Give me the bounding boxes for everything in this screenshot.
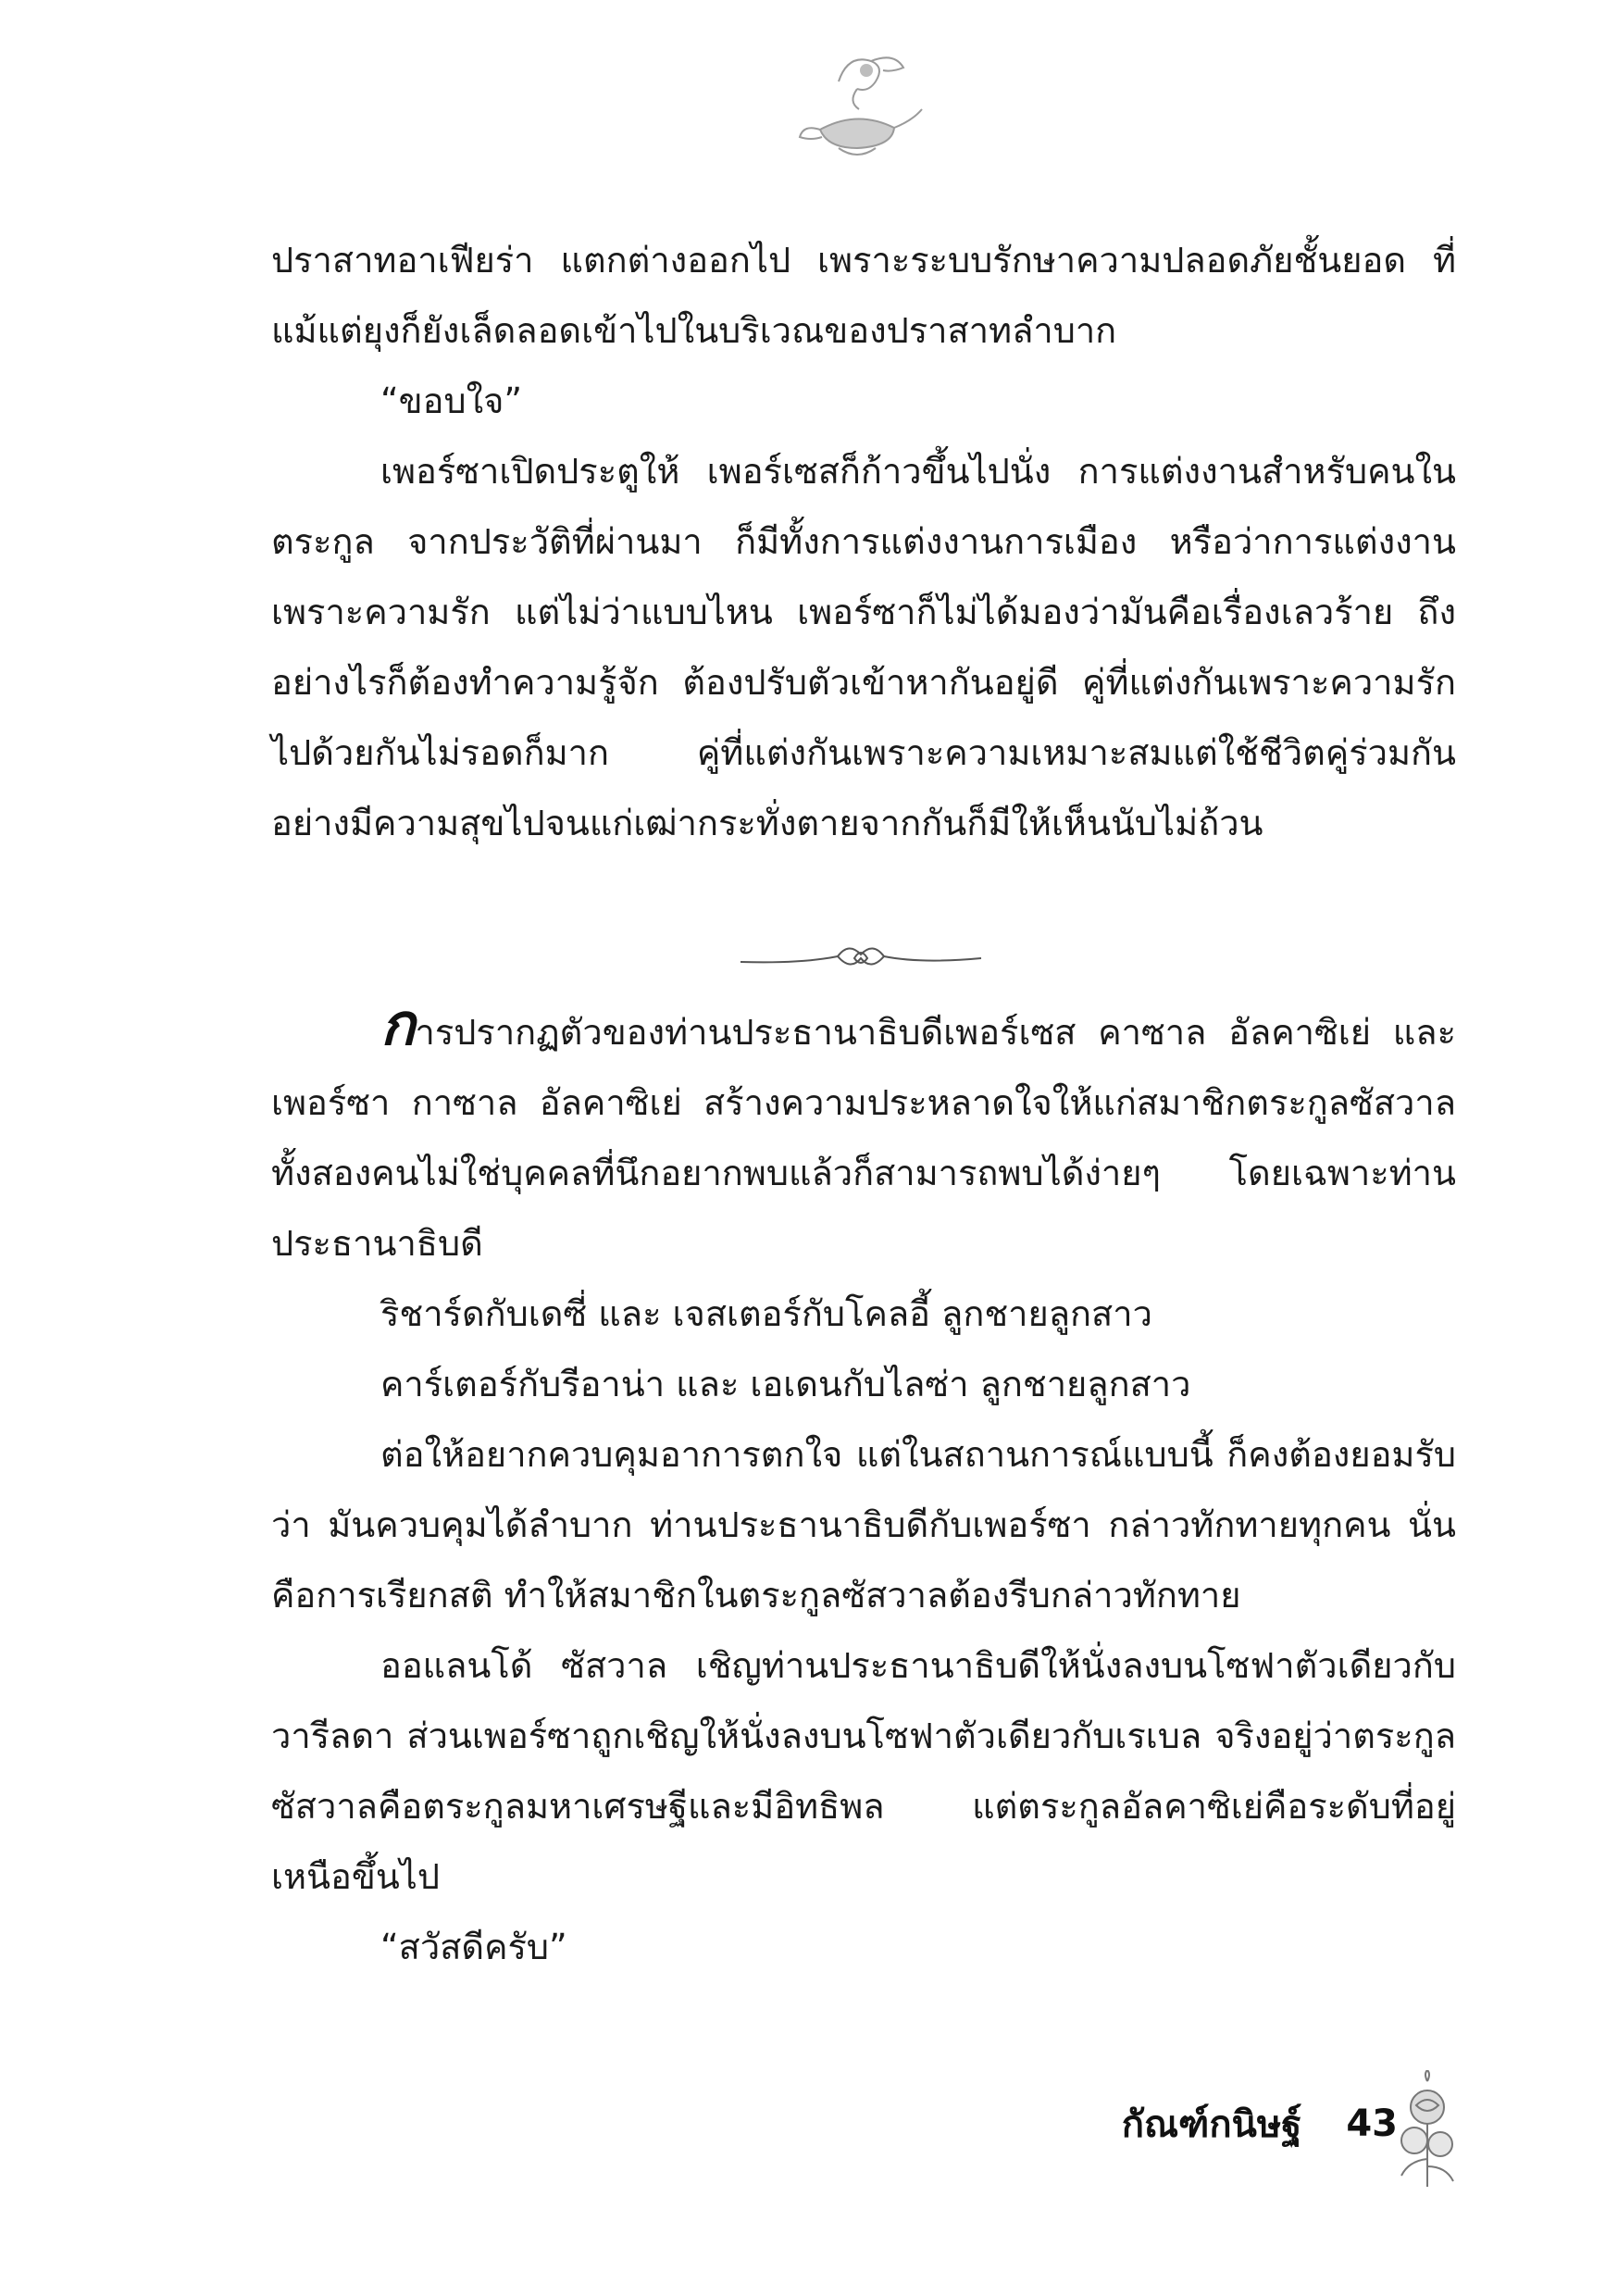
page-footer	[1122, 2094, 1398, 2153]
paragraph: “สวัสดีครับ”	[380, 1927, 567, 1967]
paragraph: ปราสาทอาเฟียร่า แตกต่างออกไป เพราะระบบรักษาความปลอดภัยชั้นยอด ที่แม้แต่ยุงก็ยังเล็ดลอดเข้าไปในบริเวณของปราสาทลำบาก	[271, 240, 1456, 351]
paragraph: ออแลนโด้ ซัสวาล เชิญท่านประธานาธิบดีให้นั่งลงบนโซฟาตัวเดียวกับวารีลดา ส่วนเพอร์ซาถูกเชิญให้นั่งลงบนโซฟาตัวเดียวกับเรเบล จริงอยู่ว่าตระกูลซัสวาลคือตระกูลมหาเศรษฐีและมีอิทธิพล แต่ตระกูลอัลคาซิเย่คือระดับที่อยู่เหนือขึ้นไป	[271, 1645, 1456, 1897]
opening-paragraph	[271, 991, 1456, 1279]
paragraph: “ขอบใจ”	[380, 381, 523, 421]
paragraph: เพอร์ซาเปิดประตูให้ เพอร์เซสก็ก้าวขึ้นไปนั่ง การแต่งงานสำหรับคนในตระกูล จากประวัติที่ผ่านมา ก็มีทั้งการแต่งงานการเมือง หรือว่าการแต่งงานเพราะความรัก แต่ไม่ว่าแบบไหน เพอร์ซาก็ไม่ได้มองว่ามันคือเรื่องเลวร้าย ถึงอย่างไรก็ต้องทำความรู้จัก ต้องปรับตัวเข้าหากันอยู่ดี คู่ที่แต่งกันเพราะความรัก ไปด้วยกันไม่รอดก็มาก คู่ที่แต่งกันเพราะความเหมาะสมแต่ใช้ชีวิตคู่ร่วมกันอย่างมีความสุขไปจนแก่เฒ่ากระทั่งตายจากกันก็มีให้เห็นนับไม่ถ้วน	[271, 451, 1456, 843]
drop-cap: ก	[380, 991, 416, 1058]
author-name: กัณฑ์กนิษฐ์	[1121, 2103, 1302, 2146]
fairy-lamp-ornament-icon	[783, 44, 931, 169]
paragraph: คาร์เตอร์กับรีอาน่า และ เอเดนกับไลซ่า ลูกชายลูกสาว	[380, 1364, 1191, 1404]
opening-paragraph-text: ารปรากฏตัวของท่านประธานาธิบดีเพอร์เซส คาซาล อัลคาซิเย่ และ เพอร์ซา กาซาล อัลคาซิเย่ สร้างความประหลาดใจให้แก่สมาชิกตระกูลซัสวาล ทั้งสองคนไม่ใช่บุคคลที่นึกอยากพบแล้วก็สามารถพบได้ง่ายๆ โดยเฉพาะท่านประธานาธิบดี	[271, 1012, 1456, 1264]
section-divider-flourish-icon	[736, 930, 986, 986]
paragraph: ริชาร์ดกับเดซี่ และ เจสเตอร์กับโคลอี้ ลูกชายลูกสาว	[380, 1293, 1152, 1334]
rose-ornament-icon	[1388, 2070, 1466, 2190]
page-number: 43	[1346, 2103, 1398, 2145]
paragraph: ต่อให้อยากควบคุมอาการตกใจ แต่ในสถานการณ์แบบนี้ ก็คงต้องยอมรับว่า มันควบคุมได้ลำบาก ท่านประธานาธิบดีกับเพอร์ซา กล่าวทักทายทุกคน นั่นคือการเรียกสติ ทำให้สมาชิกในตระกูลซัสวาลต้องรีบกล่าวทักทาย	[271, 1434, 1456, 1616]
section-two	[271, 991, 1456, 1982]
section-one	[271, 225, 1456, 858]
